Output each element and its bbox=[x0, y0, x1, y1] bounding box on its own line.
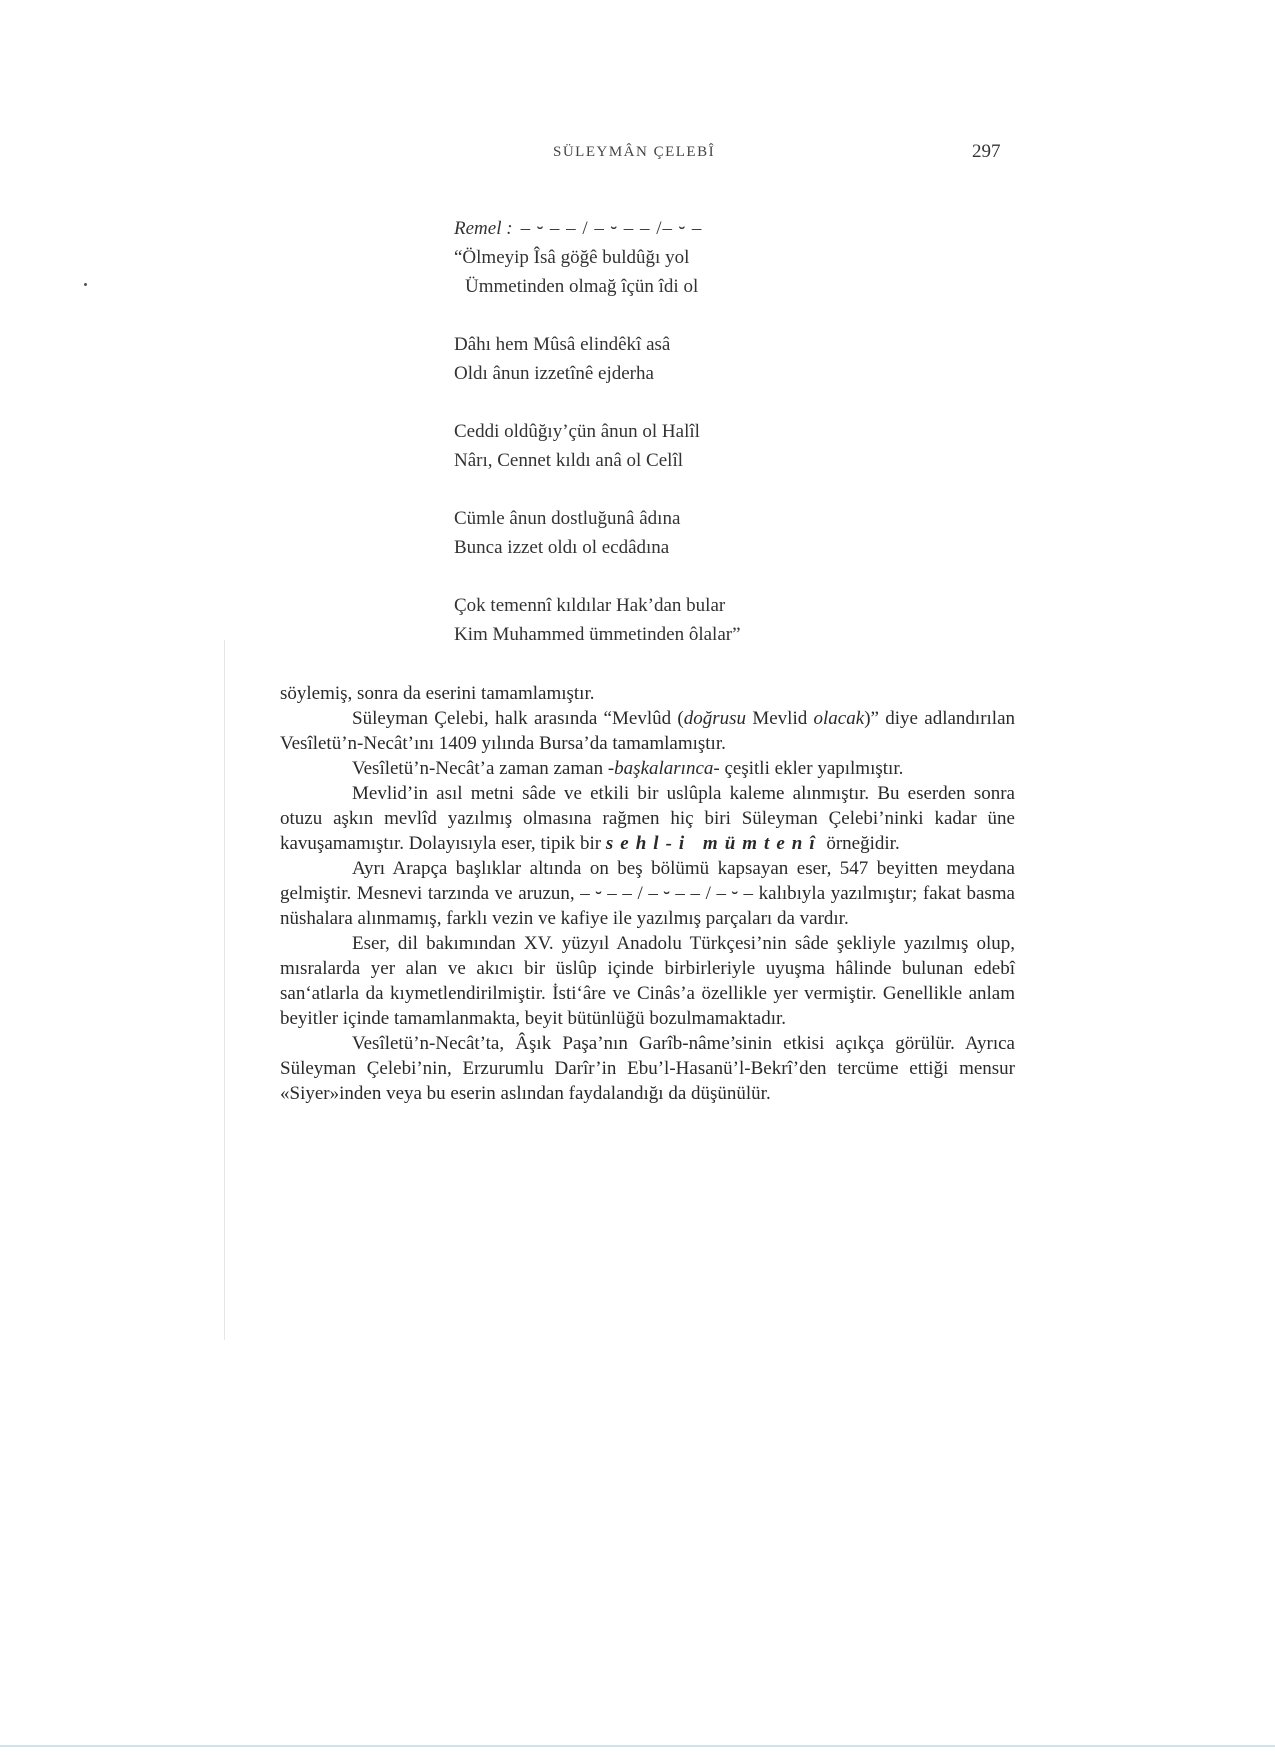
meter-label: Remel : bbox=[454, 218, 513, 239]
verse-line: Dâhı hem Mûsâ elindêkî asâ bbox=[454, 334, 671, 355]
page-number: 297 bbox=[972, 141, 1001, 162]
running-header bbox=[0, 141, 1275, 172]
text-run: çeşitli ekler yapılmıştır. bbox=[719, 758, 904, 779]
paragraph-2 bbox=[280, 706, 1015, 756]
stanza-2 bbox=[454, 330, 1014, 388]
italic-run: -başkalarınca- bbox=[607, 758, 720, 779]
stanza-1 bbox=[454, 243, 1014, 301]
paragraph-6: Eser, dil bakımından XV. yüzyıl Anadolu Türkçesi’nin sâde şekliyle yazılmış olup, mısralarda yer alan ve akıcı bir üslûp içinde birbirleriyle uyuşma hâlinde bulunan edebî san‘atlarla da kıymetlendirilmiştir. İsti‘âre ve Cinâs’a özellikle yer vermiştir. Genellikle anlam beyitler içinde tamamlanmakta, beyit bütünlüğü bozulmamaktadır. bbox=[280, 933, 1015, 1029]
meter-pattern: – ⏑ – – / – ⏑ – – /– ⏑ – bbox=[520, 218, 703, 239]
paragraph-1: söylemiş, sonra da eserini tamamlamıştır. bbox=[280, 683, 595, 704]
text-run: Süleyman Çelebi, halk arasında “Mevlûd ( bbox=[352, 708, 684, 729]
margin-line bbox=[224, 640, 225, 1340]
text-run: örneğidir. bbox=[821, 833, 900, 854]
meter-pattern-inline: – ⏑ – – / – ⏑ – – / – ⏑ – bbox=[580, 883, 754, 904]
verse-line: Bunca izzet oldı ol ecdâdına bbox=[454, 537, 670, 558]
spaced-term: sehl-i mümtenî bbox=[605, 833, 822, 854]
text-run: Vesîletü’n-Necât’a zaman zaman bbox=[352, 758, 608, 779]
paragraph-3 bbox=[280, 756, 1015, 781]
paragraph-7: Vesîletü’n-Necât’ta, Âşık Paşa’nın Garîb-nâme’sinin etkisi açıkça görülür. Ayrıca Süleyman Çelebi’nin, Erzurumlu Darîr’in Ebu’l-Hasanü’l-Bekrî’den tercüme ettiği mensur «Siyer»inden veya bu eserin aslından faydalandığı da düşünülür. bbox=[280, 1033, 1015, 1104]
stanza-4 bbox=[454, 504, 1014, 562]
verse-line: Ümmetinden olmağ îçün îdi ol bbox=[465, 276, 699, 297]
scan-speck bbox=[84, 283, 87, 286]
verse-line: Oldı ânun izzetînê ejderha bbox=[454, 363, 654, 384]
italic-run: olacak bbox=[813, 708, 865, 729]
text-run: kalıbıyla yazılmıştır; fakat basma nüshalara alınmamış, farklı vezin ve kafiye ile yazılmış parçaları da vardır. bbox=[280, 883, 1015, 929]
text-run: )” diye adlandırılan Vesîletü’n-Necât’ını 1409 yılında Bursa’da tamamlamıştır. bbox=[280, 708, 1016, 754]
poem-block bbox=[454, 214, 1014, 649]
scan-edge bbox=[0, 1745, 1275, 1747]
text-run: Mevlid bbox=[746, 708, 814, 729]
verse-line: Cümle ânun dostluğunâ âdına bbox=[454, 508, 681, 529]
verse-line: Çok temennî kıldılar Hak’dan bular bbox=[454, 595, 726, 616]
verse-line: “Ölmeyip Îsâ göğê buldûğı yol bbox=[454, 247, 690, 268]
meter-line bbox=[454, 214, 1014, 243]
italic-run: doğrusu bbox=[683, 708, 747, 729]
text-run: Mevlid’in asıl metni sâde ve etkili bir uslûpla kaleme alınmıştır. Bu eserden sonra otuzu aşkın mevlîd yazılmış olmasına rağmen hiç biri Süleyman Çelebi’ninki kadar üne kavuşamamıştır. Dolayısıyla eser, tipik bir bbox=[280, 783, 1015, 854]
body-text bbox=[280, 681, 1015, 1106]
verse-line: Nârı, Cennet kıldı anâ ol Celîl bbox=[454, 450, 684, 471]
stanza-5 bbox=[454, 591, 1014, 649]
verse-line: Ceddi oldûğıy’çün ânun ol Halîl bbox=[454, 421, 700, 442]
verse-line: Kim Muhammed ümmetinden ôlalar” bbox=[454, 624, 741, 645]
stanza-3 bbox=[454, 417, 1014, 475]
running-title: SÜLEYMÂN ÇELEBÎ bbox=[553, 144, 716, 160]
text-run: Ayrı Arapça başlıklar altında on beş bölümü kapsayan eser, 547 beyitten meydana gelmiştir. Mesnevi tarzında ve aruzun, bbox=[280, 858, 1015, 904]
paragraph-4 bbox=[280, 781, 1015, 856]
paragraph-5 bbox=[280, 856, 1015, 931]
